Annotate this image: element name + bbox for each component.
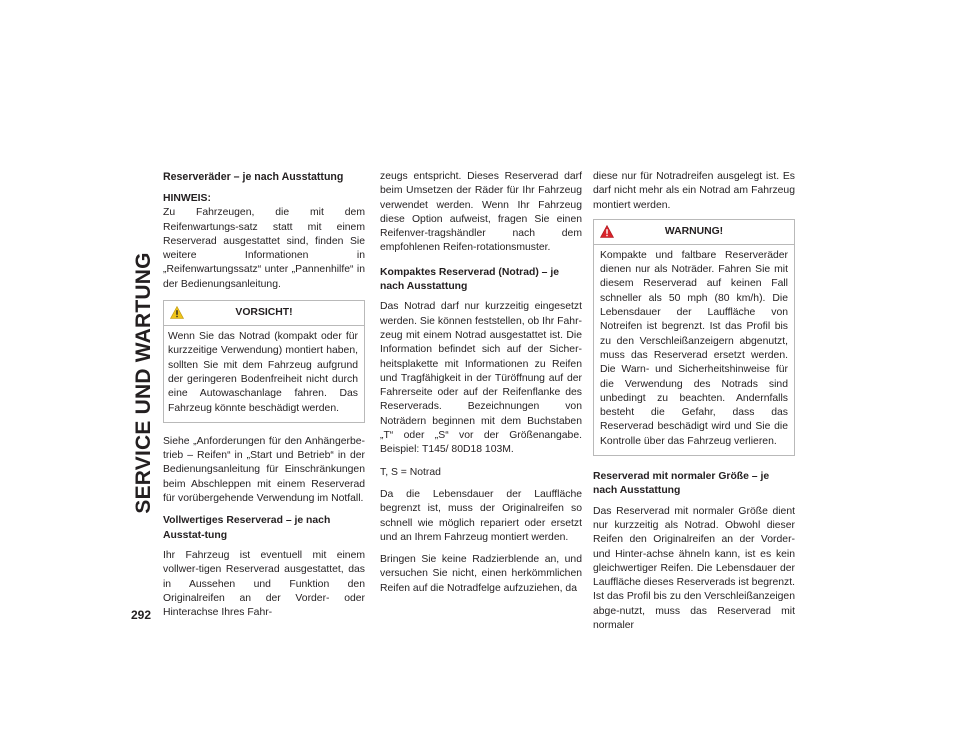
note-block (163, 192, 365, 292)
lifespan-paragraph: Da die Lebensdauer der Lauffläche begrenzt ist, muss der Originalreifen so schnell wie möglich repariert oder ersetzt und an Ihrem Fahrzeug montiert werden. (380, 488, 582, 543)
ts-definition: T, S = Notrad (380, 466, 441, 478)
towing-paragraph: Siehe „Anforderungen für den Anhängerbe-trieb – Reifen“ in „Start und Betrieb“ in der Bedienungsanleitung für Einschränkungen beim Abschleppen mit einem Reserverad für vorübergehende Verwendung im Notfall. (163, 435, 365, 505)
caution-box (163, 300, 365, 423)
side-section-title (127, 168, 161, 598)
warning-box (593, 219, 795, 456)
note-label: HINWEIS: (163, 193, 211, 204)
caution-box-header (164, 301, 364, 326)
note-text: Zu Fahrzeugen, die mit dem Reifenwartungs-satz statt mit einem Reserverad ausgestattet sind, finden Sie weitere Informationen in „Reifenwartungssatz“ unter „Pannenhilfe“ in der Bedienungsanleitung. (163, 207, 365, 290)
compact-spare-paragraph: Das Notrad darf nur kurzzeitig eingesetzt werden. Sie können feststellen, ob Ihr Fahr-zeug mit einem Notrad ausgestattet ist. Die Information befindet sich auf der Sicher-heitsplakette mit Informationen zu Reifen und Tragfähigkeit in der Türöffnung auf der Fahrerseite oder auf der Reifenflanke des Reserverads. Bezeichnungen von Noträdern beginnen mit dem Buchstaben „T“ oder „S“ vor der Größenangabe. Beispiel: T145/ 80D18 103M. (380, 301, 582, 456)
caution-title: VORSICHT! (235, 307, 293, 319)
hubcap-paragraph: Bringen Sie keine Radzierblende an, und versuchen Sie nicht, einen herkömmlichen Reifen auf die Notradfelge aufzuziehen, da (380, 554, 582, 594)
full-spare-paragraph: Ihr Fahrzeug ist eventuell mit einem vollwer-tigen Reserverad ausgestattet, das in Aussehen und Funktion den Originalreifen an der Vorder- oder Hinterachse Ihres Fahr- (163, 549, 365, 619)
warning-text: Kompakte und faltbare Reserveräder dienen nur als Noträder. Fahren Sie mit diesem Reserverad auf keinen Fall schneller als 50 mph (80 km/h). Die Lebensdauer der Lauffläche von Notreifen ist begrenzt. Ist das Profil bis zu den Verschleißanzeigern abgenutzt, muss das Reserverad ersetzt werden. Die Warn- und Sicherheitshinweise für die Verwendung des Notrads sind unbedingt zu beachten. Andernfalls besteht die Gefahr, dass das Reserverad beschädigt wird und Sie die Kontrolle über das Fahrzeug verlieren. (600, 249, 788, 447)
subheading-normal-spare: Reserverad mit normaler Größe – je nach Ausstattung (593, 471, 770, 497)
subheading-compact-spare: Kompaktes Reserverad (Notrad) – je nach Ausstattung (380, 266, 560, 293)
normal-spare-paragraph: Das Reserverad mit normaler Größe dient nur kurzzeitig als Notrad. Obwohl dieser Reifen den Originalreifen an der Vorder- und Hinter-achse ähneln kann, ist es kein gleichwertiger Reifen. Die Lebensdauer der Lauffläche dieses Reserverads ist begrenzt. Ist das Profil bis zu den Verschleißanzeigen abge-nutzt, muss das Reserverad mit normaler (593, 505, 795, 632)
warning-triangle-icon (600, 225, 614, 238)
side-section-title-text: SERVICE UND WARTUNG (132, 252, 155, 514)
caution-triangle-icon (170, 306, 184, 319)
continued-paragraph-right: diese nur für Notradreifen ausgelegt ist. Es darf nicht mehr als ein Notrad am Fahrzeug montiert werden. (593, 171, 795, 211)
column-right (593, 170, 795, 641)
page-number: 292 (131, 608, 152, 622)
column-middle (380, 170, 582, 604)
warning-title: WARNUNG! (664, 225, 724, 237)
subheading-full-spare: Vollwertiges Reserverad – je nach Ausstat-tung (163, 515, 331, 541)
column-left (163, 170, 365, 628)
caution-text: Wenn Sie das Notrad (kompakt oder für kurzzeitige Verwendung) montiert haben, sollten Sie mit dem Fahrzeug aufgrund der geringeren Bodenfreiheit nicht durch eine Autowaschanlage fahren. Das Fahrzeug könnte beschädigt werden. (168, 331, 358, 414)
continued-paragraph: zeugs entspricht. Dieses Reserverad darf beim Umsetzen der Räder für Ihr Fahrzeug verwendet werden. Wenn Ihr Fahrzeug diese Option aufweist, fragen Sie einen Reifenver-tragshändler nach dem empfohlenen Reifen-rotationsmuster. (380, 171, 582, 254)
section-heading-spare-wheels: Reserveräder – je nach Ausstattung (163, 171, 344, 183)
warning-box-header (594, 220, 794, 245)
